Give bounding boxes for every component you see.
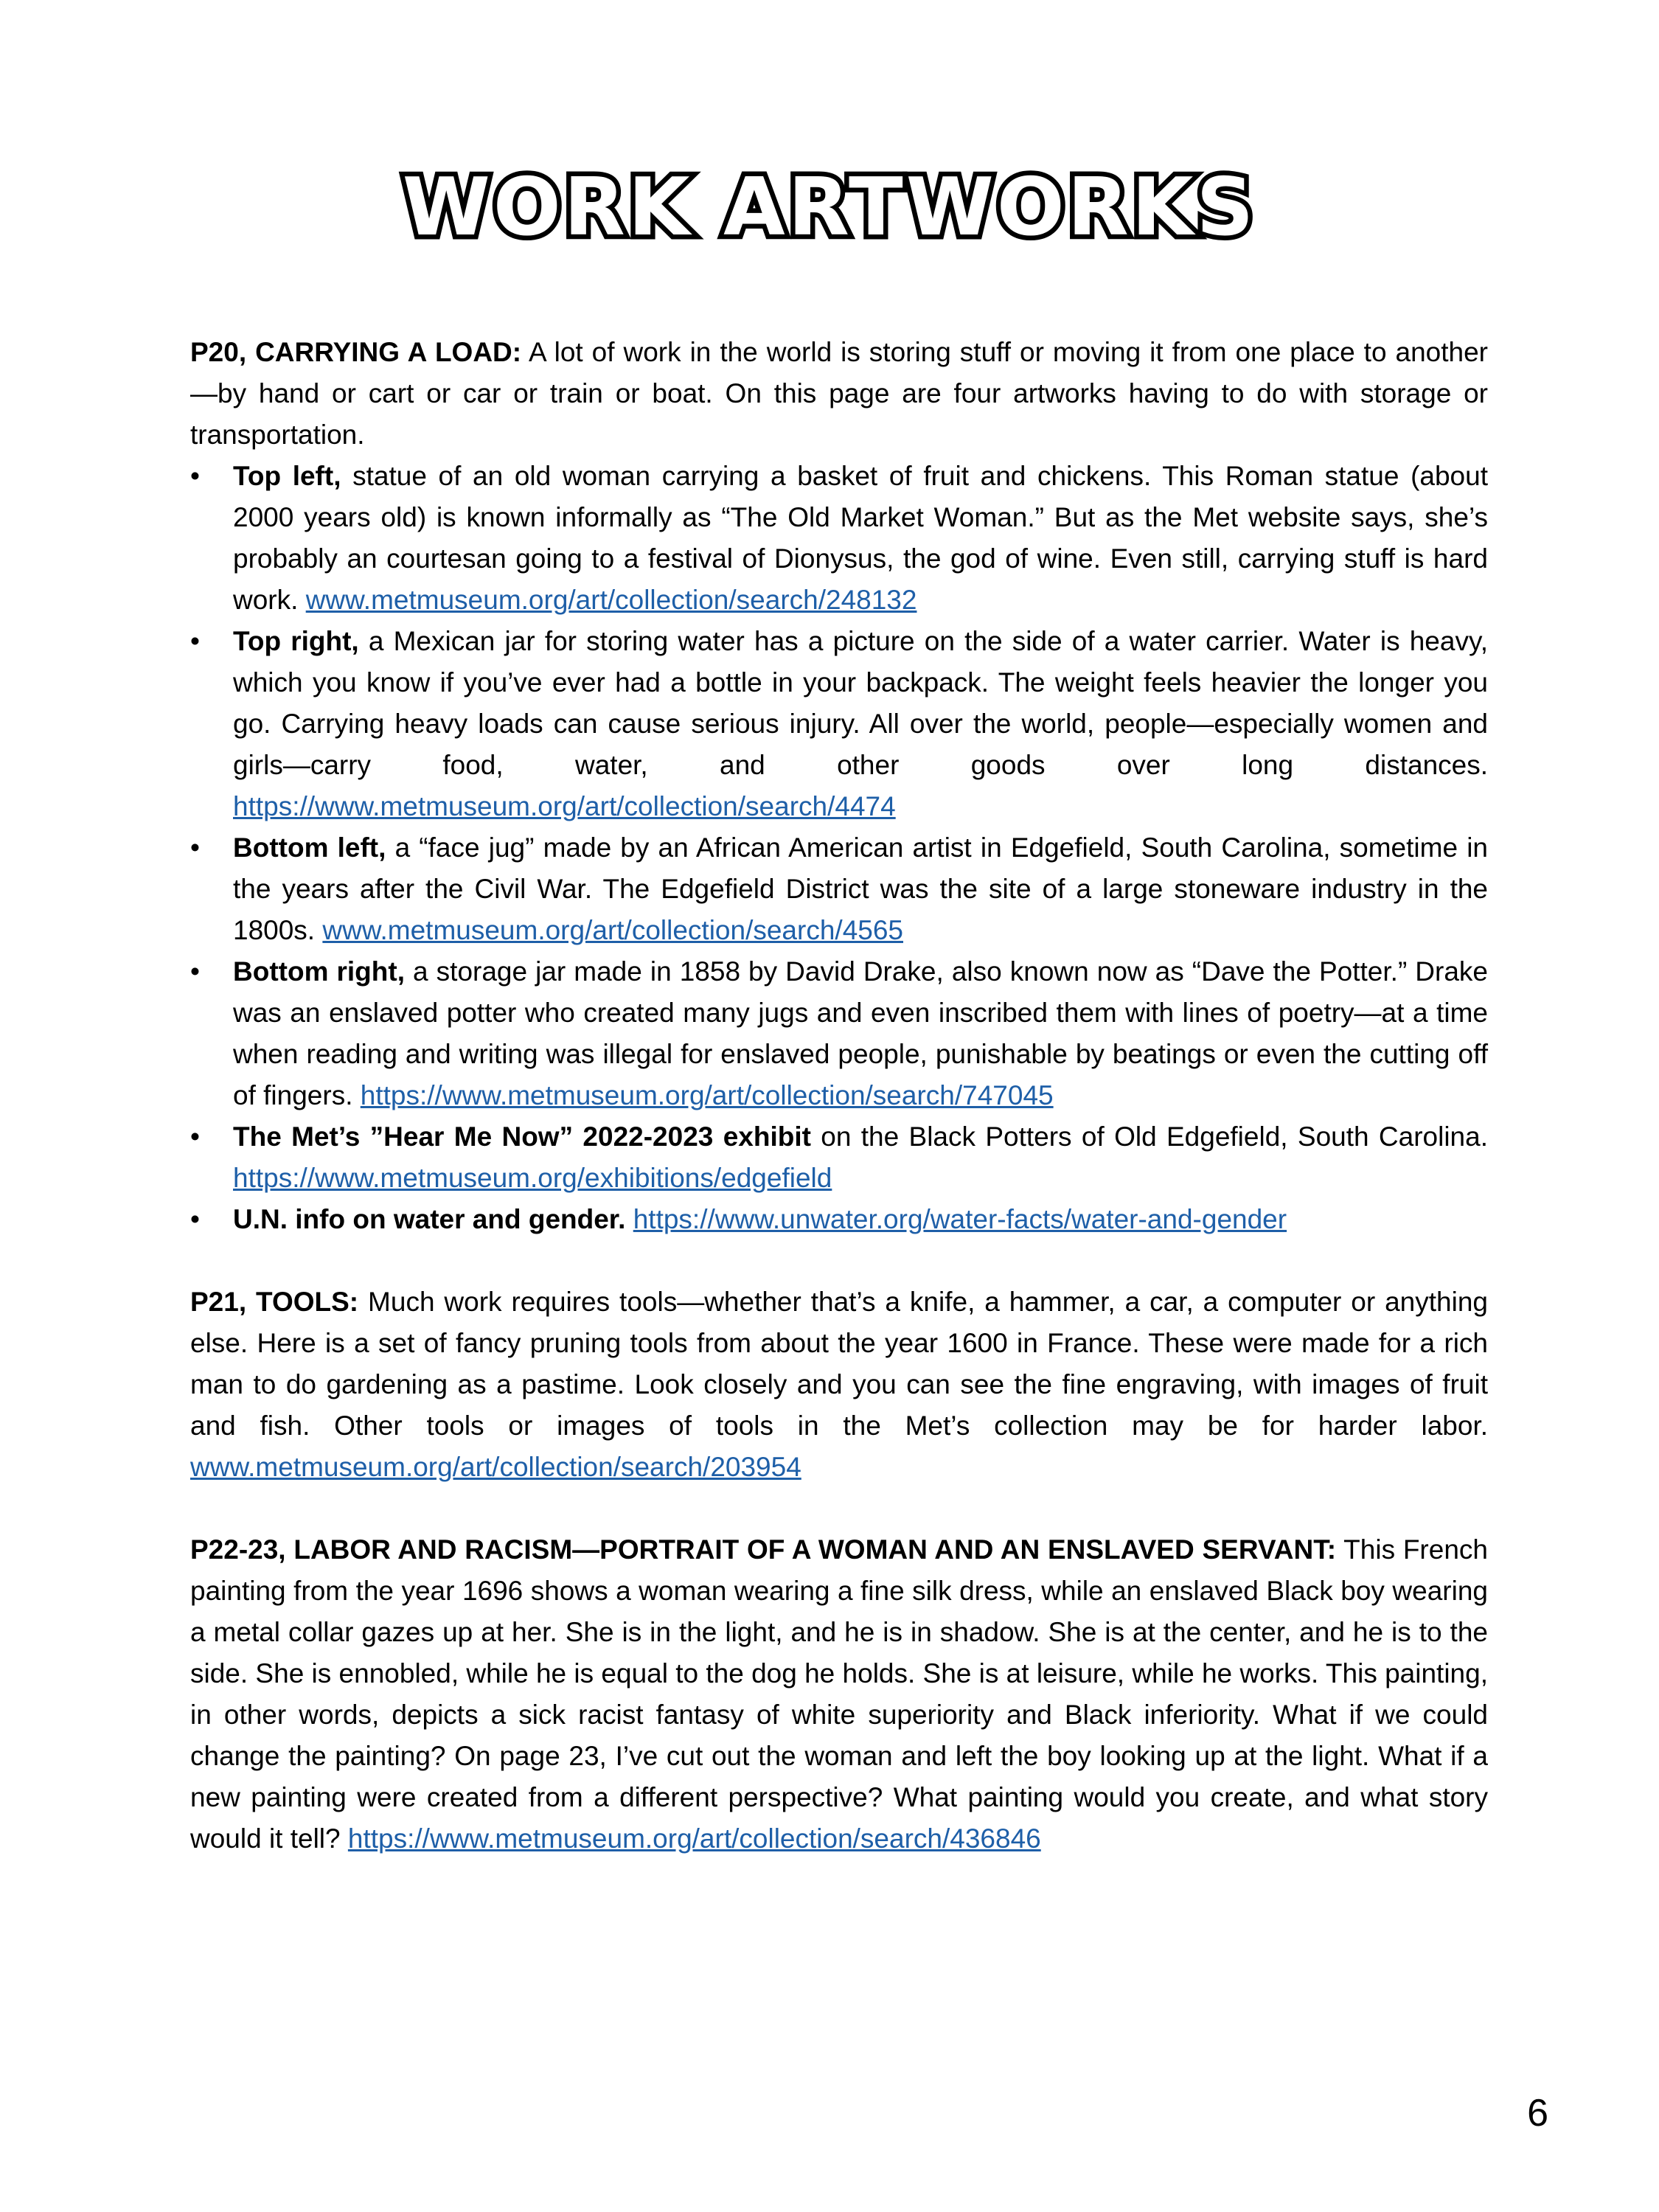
p21-text: Much work requires tools—whether that’s a knife, a hammer, a car, a computer or anything else. Here is a set of fancy pruning tools from about the year 1600 in France. These were made for a rich man to do gardening as a pastime. Look closely and you can see the fine engraving, with images of fruit and fish. Other tools or images of tools in the Met’s collection may be for harder labor. (190, 1287, 1488, 1441)
list-item-bottom-right (190, 951, 1488, 1116)
list-item-top-right (190, 621, 1488, 827)
item-label: Top left, (233, 461, 341, 491)
item-text: a storage jar made in 1858 by David Drake, also known now as “Dave the Potter.” Drake was an enslaved potter who created many jugs and even inscribed them with lines of poetry—at a time when reading and writing was illegal for enslaved people, punishable by beatings or even the cutting off of fingers. (233, 956, 1489, 1110)
artwork-link[interactable]: https://www.metmuseum.org/art/collection/search/747045 (360, 1080, 1054, 1110)
exhibit-link[interactable]: https://www.metmuseum.org/exhibitions/edgefield (233, 1163, 832, 1193)
p20-intro-text: A lot of work in the world is storing stuff or moving it from one place to another—by hand or cart or car or train or boat. On this page are four artworks having to do with storage or transportation. (190, 337, 1488, 450)
page-number: 6 (1527, 2092, 1548, 2135)
artwork-link[interactable]: www.metmuseum.org/art/collection/search/4565 (322, 915, 903, 945)
spacer (190, 1240, 1488, 1281)
artwork-link[interactable]: https://www.metmuseum.org/art/collection/search/4474 (233, 791, 896, 821)
item-label: Bottom left, (233, 832, 386, 863)
p22-heading: P22-23, LABOR AND RACISM—PORTRAIT OF A WOMAN AND AN ENSLAVED SERVANT: (190, 1534, 1337, 1565)
list-item-bottom-left (190, 827, 1488, 951)
portrait-link[interactable]: https://www.metmuseum.org/art/collection/search/436846 (347, 1823, 1041, 1854)
p20-intro (190, 332, 1488, 456)
un-water-link[interactable]: https://www.unwater.org/water-facts/water-and-gender (633, 1204, 1287, 1234)
p22-text: This French painting from the year 1696 shows a woman wearing a fine silk dress, while an enslaved Black boy wearing a metal collar gazes up at her. She is in the light, and he is in shadow. She is at the center, and he is to the side. She is ennobled, while he is equal to the dog he holds. She is at leisure, while he works. This painting, in other words, depicts a sick racist fantasy of white superiority and Black inferiority. What if we could change the painting? On page 23, I’ve cut out the woman and left the boy looking up at the light. What if a new painting were created from a different perspective? What painting would you create, and what story would it tell? (190, 1534, 1488, 1854)
list-item-un-info (190, 1199, 1488, 1240)
item-label: The Met’s ”Hear Me Now” 2022-2023 exhibit (233, 1121, 811, 1152)
item-text (625, 1204, 633, 1234)
item-text: on the Black Potters of Old Edgefield, South Carolina. (810, 1121, 1488, 1152)
p20-artwork-list (190, 456, 1488, 1240)
p21-paragraph (190, 1281, 1488, 1488)
spacer (190, 1488, 1488, 1529)
item-text: a Mexican jar for storing water has a picture on the side of a water carrier. Water is heavy, which you know if you’ve ever had a bottle in your backpack. The weight feels heavier the longer you go. Carrying heavy loads can cause serious injury. All over the world, people—especially women and girls—carry food, water, and other goods over long distances. (233, 626, 1488, 780)
p22-paragraph (190, 1529, 1488, 1860)
p21-heading: P21, TOOLS: (190, 1287, 359, 1317)
item-text: statue of an old woman carrying a basket of fruit and chickens. This Roman statue (about 2000 years old) is known informally as “The Old Market Woman.” But as the Met website says, she’s probably an courtesan going to a festival of Dionysus, the god of wine. Even still, carrying stuff is hard work. (233, 461, 1488, 615)
item-text: a “face jug” made by an African American artist in Edgefield, South Carolina, sometime in the years after the Civil War. The Edgefield District was the site of a large stoneware industry in the 1800s. (233, 832, 1488, 945)
document-body (190, 332, 1488, 1860)
list-item-top-left (190, 456, 1488, 621)
item-label: Top right, (233, 626, 359, 656)
list-item-exhibit (190, 1116, 1488, 1199)
tools-link[interactable]: www.metmuseum.org/art/collection/search/203954 (190, 1452, 801, 1482)
artwork-link[interactable]: www.metmuseum.org/art/collection/search/248132 (305, 585, 917, 615)
item-label: U.N. info on water and gender. (233, 1204, 626, 1234)
item-label: Bottom right, (233, 956, 405, 987)
p20-heading: P20, CARRYING A LOAD: (190, 337, 522, 367)
page-title: WORK ARTWORKS (402, 161, 1257, 254)
